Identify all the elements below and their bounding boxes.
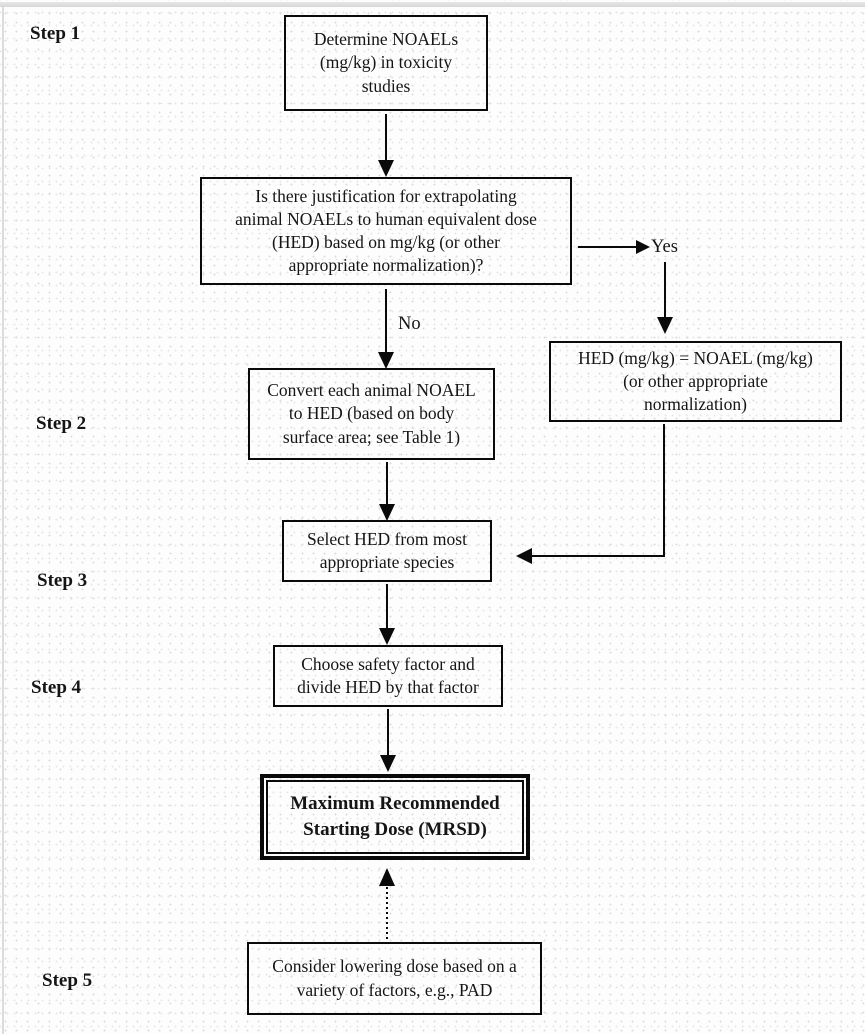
box-text-line: Determine NOAELs bbox=[313, 29, 459, 50]
box-text-line: variety of factors, e.g., PAD bbox=[296, 979, 493, 1000]
mrsd-box bbox=[260, 774, 530, 860]
connector-question-to-yes bbox=[578, 246, 636, 248]
box-text-line: (HED) based on mg/kg (or other bbox=[272, 232, 500, 252]
box-text-line: Convert each animal NOAEL bbox=[267, 380, 476, 401]
connector-convert-to-select bbox=[386, 462, 388, 505]
box-text-line: HED (mg/kg) = NOAEL (mg/kg) bbox=[578, 347, 813, 368]
connector-select-to-safety bbox=[386, 584, 388, 629]
no-label: No bbox=[398, 314, 421, 334]
box-text-line: appropriate normalization)? bbox=[288, 255, 484, 276]
box-text-line: normalization) bbox=[643, 394, 748, 415]
determine-noaels-box bbox=[284, 15, 488, 111]
box-text-line: Consider lowering dose based on a bbox=[272, 956, 517, 977]
safety-factor-box bbox=[273, 645, 503, 707]
connector-safety-to-mrsd bbox=[387, 709, 389, 756]
arrow-down-icon bbox=[379, 628, 395, 645]
box-text-line: divide HED by that factor bbox=[297, 677, 479, 697]
arrow-down-icon bbox=[378, 160, 394, 177]
box-text-line: Maximum Recommended bbox=[290, 793, 500, 815]
box-text-line: animal NOAELs to human equivalent dose bbox=[235, 208, 537, 229]
step-3-label: Step 3 bbox=[37, 570, 88, 591]
justification-question-box bbox=[200, 177, 572, 285]
arrow-left-icon bbox=[516, 548, 532, 564]
box-text-line: (mg/kg) in toxicity bbox=[319, 52, 453, 73]
arrow-down-icon bbox=[378, 352, 394, 369]
arrow-up-icon bbox=[379, 868, 395, 886]
box-text-line: surface area; see Table 1) bbox=[282, 426, 461, 447]
connector-question-to-convert bbox=[385, 289, 387, 353]
connector-yes-to-hed-box bbox=[664, 262, 666, 318]
box-text-line: studies bbox=[361, 75, 411, 96]
scan-edge-top bbox=[0, 2, 865, 7]
arrow-down-icon bbox=[380, 755, 396, 772]
arrow-down-icon bbox=[379, 504, 395, 521]
consider-lowering-box bbox=[247, 942, 542, 1015]
yes-label: Yes bbox=[651, 237, 678, 257]
connector-hed-box-down bbox=[663, 424, 665, 557]
connector-hed-box-left bbox=[532, 555, 665, 557]
step-4-label: Step 4 bbox=[31, 677, 82, 698]
step-1-label: Step 1 bbox=[30, 23, 81, 44]
select-hed-box bbox=[282, 520, 492, 582]
box-text-line: Starting Dose (MRSD) bbox=[303, 819, 487, 840]
mrsd-box-inner bbox=[266, 780, 524, 854]
connector-consider-to-mrsd-dotted bbox=[386, 887, 388, 940]
box-text-line: Is there justification for extrapolating bbox=[255, 185, 517, 206]
box-text-line: to HED (based on body bbox=[288, 403, 455, 424]
step-2-label: Step 2 bbox=[36, 413, 87, 434]
connector-box1-to-question bbox=[385, 114, 387, 161]
arrow-right-icon bbox=[636, 240, 650, 254]
convert-to-hed-box bbox=[248, 368, 495, 460]
box-text-line: Select HED from most bbox=[307, 528, 467, 549]
box-text-line: (or other appropriate bbox=[623, 370, 768, 391]
arrow-down-icon bbox=[657, 317, 673, 334]
box-text-line: Choose safety factor and bbox=[301, 653, 475, 674]
scan-edge-left bbox=[2, 7, 4, 1034]
step-5-label: Step 5 bbox=[42, 970, 93, 991]
hed-equals-noael-box bbox=[549, 341, 842, 422]
box-text-line: appropriate species bbox=[319, 552, 455, 572]
